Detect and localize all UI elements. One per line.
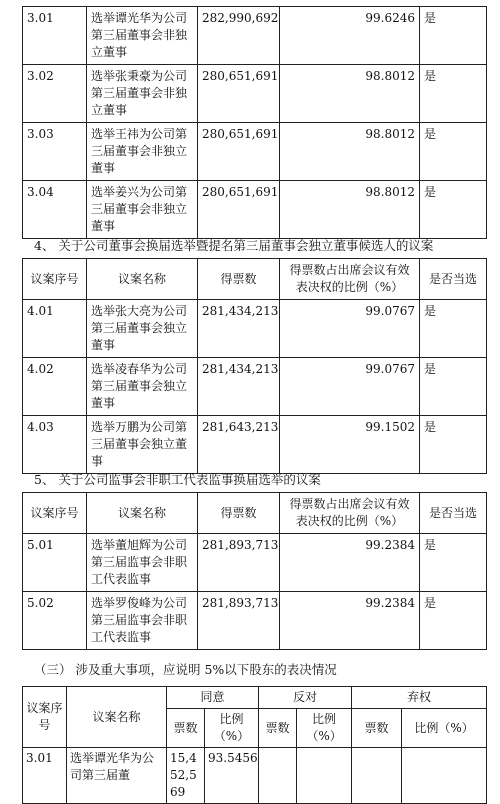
header-oppose-count: 票数 (259, 709, 297, 748)
header-motion-no: 议案序号 (23, 259, 87, 300)
header-ratio: 得票数占出席会议有效表决权的比例（%） (280, 259, 420, 300)
table-row (23, 416, 487, 474)
motion-no: 5.01 (23, 534, 87, 592)
elected-status: 是 (420, 7, 487, 65)
vote-count: 281,434,213 (198, 358, 280, 416)
vote-count: 281,434,213 (198, 300, 280, 358)
vote-ratio: 98.8012 (280, 181, 420, 239)
header-abstain-count: 票数 (352, 709, 402, 748)
vote-count: 280,651,691 (198, 65, 280, 123)
table-header-row (23, 493, 487, 534)
table-row (23, 181, 487, 239)
header-agree: 同意 (167, 687, 259, 709)
section-heading: 5、 关于公司监事会非职工代表监事换届选举的议案 (34, 472, 321, 487)
motion-name: 选举万鹏为公司第三届董事会独立董事 (87, 416, 198, 474)
vote-ratio: 99.0767 (280, 300, 420, 358)
motion-no: 3.01 (23, 7, 87, 65)
motion-no: 4.03 (23, 416, 87, 474)
vote-count: 281,893,713 (198, 534, 280, 592)
vote-ratio: 98.8012 (280, 123, 420, 181)
vote-ratio: 99.1502 (280, 416, 420, 474)
vote-ratio: 99.2384 (280, 592, 420, 650)
vote-ratio: 98.8012 (280, 65, 420, 123)
section-heading: 4、 关于公司董事会换届选举暨提名第三届董事会独立董事候选人的议案 (34, 238, 434, 253)
agree-count: 15,452,569 (167, 748, 205, 804)
table-minor-shareholder-votes (22, 686, 487, 804)
vote-count: 282,990,692 (198, 7, 280, 65)
elected-status: 是 (420, 300, 487, 358)
elected-status: 是 (420, 358, 487, 416)
motion-no: 5.02 (23, 592, 87, 650)
header-elected: 是否当选 (420, 259, 487, 300)
table-header-row (23, 687, 487, 709)
header-motion-name: 议案名称 (87, 493, 198, 534)
header-motion-no: 议案序号 (23, 493, 87, 534)
agree-ratio: 93.5456 (205, 748, 259, 804)
header-elected: 是否当选 (420, 493, 487, 534)
header-oppose-ratio: 比例（%） (297, 709, 352, 748)
vote-ratio: 99.6246 (280, 7, 420, 65)
vote-count: 281,643,213 (198, 416, 280, 474)
header-agree-count: 票数 (167, 709, 205, 748)
section-heading: （三） 涉及重大事项，应说明 5%以下股东的表决情况 (34, 662, 337, 677)
header-motion-name: 议案名称 (87, 259, 198, 300)
motion-no: 3.03 (23, 123, 87, 181)
table-row (23, 123, 487, 181)
table-5-supervisors (22, 492, 487, 650)
motion-name: 选举张秉豪为公司第三届董事会非独立董事 (87, 65, 198, 123)
motion-name: 选举董旭辉为公司第三届监事会非职工代表监事 (87, 534, 198, 592)
elected-status: 是 (420, 592, 487, 650)
motion-name: 选举谭光华为公司第三届董 (67, 748, 167, 804)
motion-name: 选举罗俊峰为公司第三届监事会非职工代表监事 (87, 592, 198, 650)
header-abstain: 弃权 (352, 687, 487, 709)
header-oppose: 反对 (259, 687, 352, 709)
elected-status: 是 (420, 181, 487, 239)
header-votes: 得票数 (198, 259, 280, 300)
motion-name: 选举谭光华为公司第三届董事会非独立董事 (87, 7, 198, 65)
elected-status: 是 (420, 123, 487, 181)
oppose-ratio (297, 748, 352, 804)
motion-name: 选举王祎为公司第三届董事会非独立董事 (87, 123, 198, 181)
elected-status: 是 (420, 416, 487, 474)
header-agree-ratio: 比例（%） (205, 709, 259, 748)
table-row (23, 748, 487, 804)
motion-name: 选举凌春华为公司第三届董事会独立董事 (87, 358, 198, 416)
table-row (23, 358, 487, 416)
vote-count: 280,651,691 (198, 181, 280, 239)
table-row (23, 592, 487, 650)
table-row (23, 65, 487, 123)
table-row (23, 300, 487, 358)
motion-no: 3.01 (23, 748, 67, 804)
abstain-count (352, 748, 402, 804)
header-abstain-ratio: 比例（%） (402, 709, 487, 748)
motion-no: 4.02 (23, 358, 87, 416)
motion-name: 选举张大亮为公司第三届董事会独立董事 (87, 300, 198, 358)
abstain-ratio (402, 748, 487, 804)
vote-count: 280,651,691 (198, 123, 280, 181)
header-motion-name: 议案名称 (67, 687, 167, 748)
vote-ratio: 99.2384 (280, 534, 420, 592)
motion-name: 选举姜兴为公司第三届董事会非独立董事 (87, 181, 198, 239)
table-3-candidates (22, 6, 487, 239)
header-ratio: 得票数占出席会议有效表决权的比例（%） (280, 493, 420, 534)
header-votes: 得票数 (198, 493, 280, 534)
vote-count: 281,893,713 (198, 592, 280, 650)
elected-status: 是 (420, 65, 487, 123)
oppose-count (259, 748, 297, 804)
table-4-independent-directors (22, 258, 487, 474)
header-motion-no: 议案序号 (23, 687, 67, 748)
vote-ratio: 99.0767 (280, 358, 420, 416)
elected-status: 是 (420, 534, 487, 592)
motion-no: 4.01 (23, 300, 87, 358)
motion-no: 3.02 (23, 65, 87, 123)
table-row (23, 7, 487, 65)
table-header-row (23, 259, 487, 300)
motion-no: 3.04 (23, 181, 87, 239)
table-row (23, 534, 487, 592)
